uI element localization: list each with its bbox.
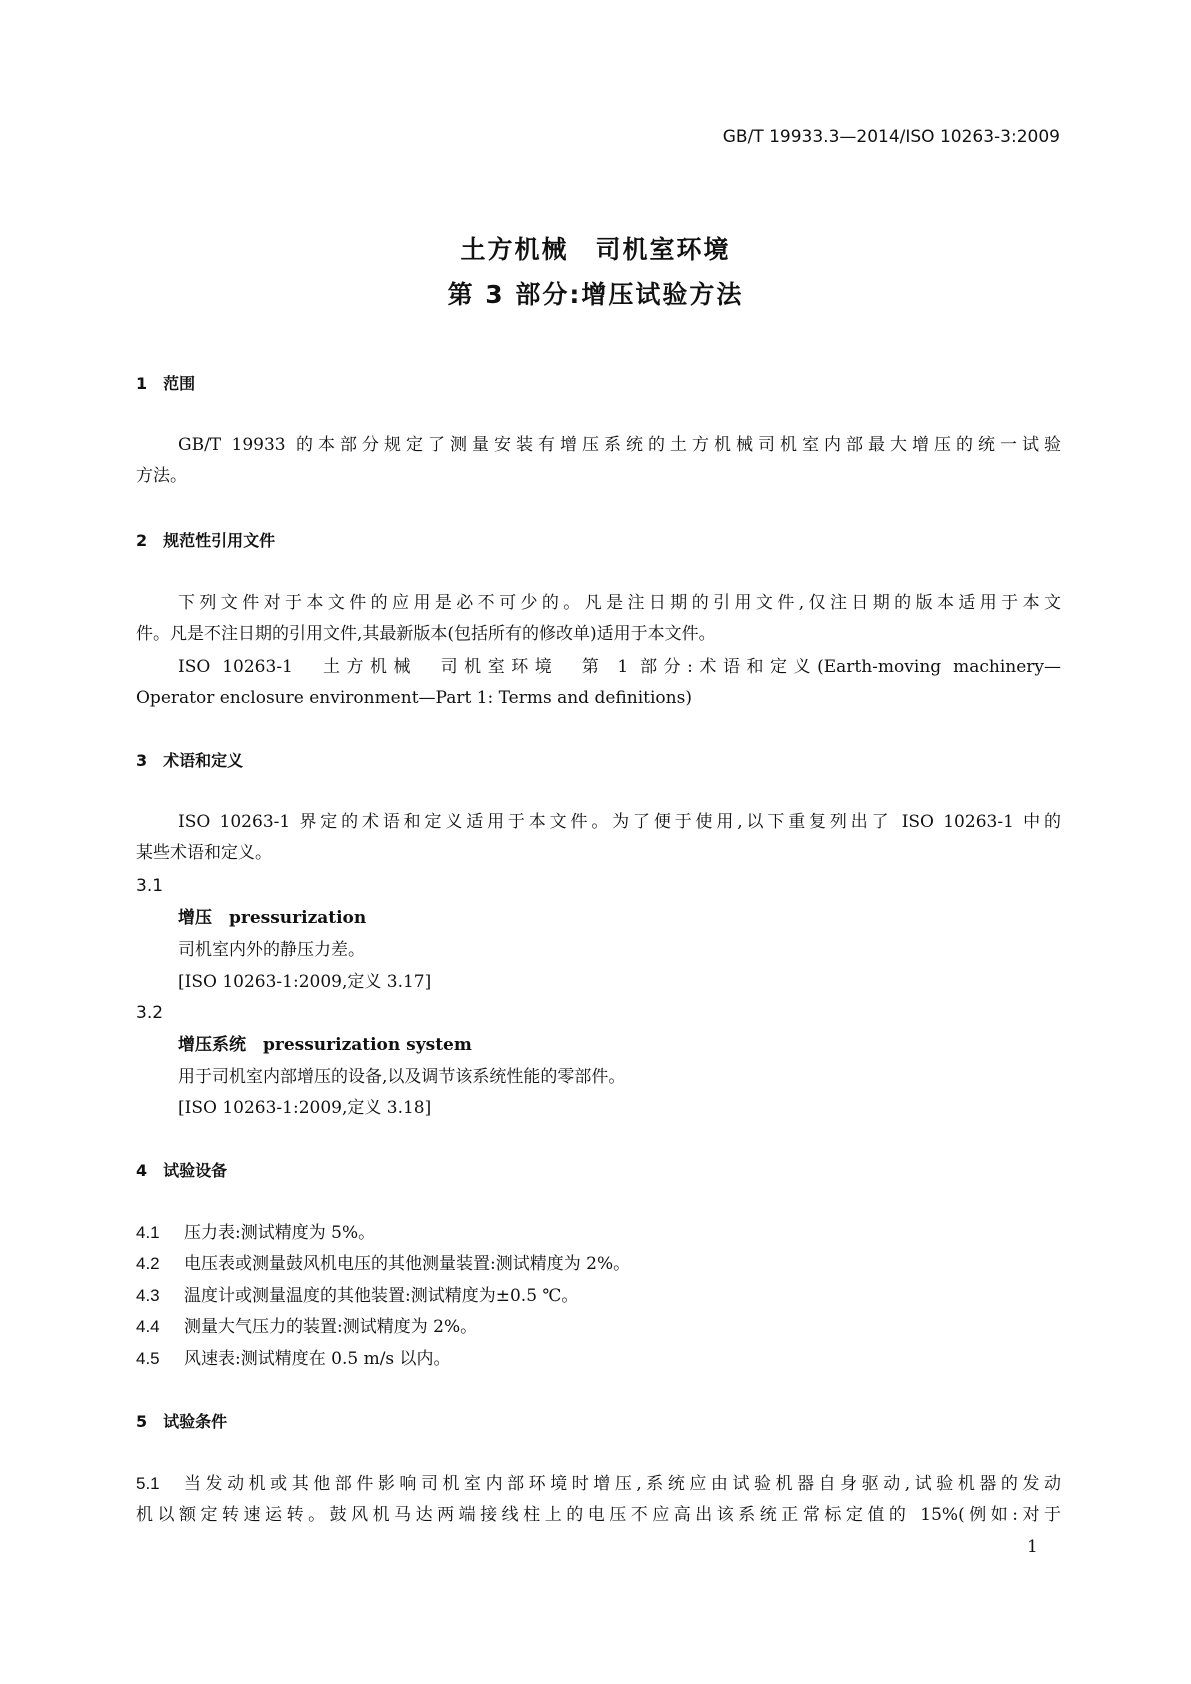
item-text: 风速表:测试精度在 0.5 m/s 以内。 — [184, 1349, 451, 1369]
term-number: 3.2 — [136, 1003, 164, 1023]
item-number: 4.4 — [136, 1317, 160, 1336]
item-number: 4.1 — [136, 1223, 160, 1242]
list-item — [136, 1221, 375, 1245]
paragraph-line: 某些术语和定义。 — [136, 843, 272, 863]
paragraph-line: 件。凡是不注日期的引用文件,其最新版本(包括所有的修改单)适用于本文件。 — [136, 624, 716, 644]
section-3-heading: 3 术语和定义 — [136, 751, 244, 770]
title-line-1: 土方机械 司机室环境 — [460, 235, 731, 264]
section-2-heading: 2 规范性引用文件 — [136, 531, 276, 550]
item-number: 4.2 — [136, 1254, 160, 1273]
list-item — [136, 1347, 451, 1371]
section-5-heading: 5 试验条件 — [136, 1412, 228, 1431]
document-header: GB/T 19933.3—2014/ISO 10263-3:2009 — [722, 127, 1060, 147]
clause-5-1-line — [136, 1472, 1061, 1496]
paragraph-line: 机以额定转速运转。鼓风机马达两端接线柱上的电压不应高出该系统正常标定值的 15%(例如:对于 — [136, 1505, 1061, 1525]
item-number: 4.3 — [136, 1286, 160, 1305]
term-source: [ISO 10263-1:2009,定义 3.18] — [178, 1098, 432, 1118]
list-item — [136, 1284, 578, 1308]
page-number: 1 — [1027, 1537, 1038, 1557]
paragraph-line: 方法。 — [136, 466, 187, 486]
item-text: 测量大气压力的装置:测试精度为 2%。 — [184, 1317, 478, 1337]
term-definition: 司机室内外的静压力差。 — [178, 940, 365, 960]
title-line-2: 第 3 部分:增压试验方法 — [447, 280, 744, 309]
item-number: 4.5 — [136, 1349, 160, 1368]
paragraph-line: 当发动机或其他部件影响司机室内部环境时增压,系统应由试验机器自身驱动,试验机器的发动 — [184, 1474, 1061, 1494]
list-item — [136, 1252, 630, 1276]
item-text: 电压表或测量鼓风机电压的其他测量装置:测试精度为 2%。 — [184, 1254, 631, 1274]
paragraph-line: 下列文件对于本文件的应用是必不可少的。凡是注日期的引用文件,仅注日期的版本适用于本文 — [178, 593, 1061, 613]
item-text: 压力表:测试精度为 5%。 — [184, 1223, 376, 1243]
item-text: 温度计或测量温度的其他装置:测试精度为±0.5 ℃。 — [184, 1286, 579, 1306]
term-definition: 用于司机室内部增压的设备,以及调节该系统性能的零部件。 — [178, 1067, 626, 1087]
section-1-heading: 1 范围 — [136, 374, 196, 393]
reference-line: ISO 10263-1 土方机械 司机室环境 第 1 部分:术语和定义(Earth-moving machinery— — [178, 657, 1061, 677]
paragraph-line: ISO 10263-1 界定的术语和定义适用于本文件。为了便于使用,以下重复列出了 ISO 10263-1 中的 — [178, 812, 1061, 832]
term: 增压系统 pressurization system — [178, 1035, 472, 1055]
reference-line: Operator enclosure environment—Part 1: Terms and definitions) — [136, 688, 692, 708]
list-item — [136, 1315, 477, 1339]
term-number: 3.1 — [136, 876, 164, 896]
clause-number: 5.1 — [136, 1474, 160, 1493]
section-4-heading: 4 试验设备 — [136, 1161, 228, 1180]
paragraph-line: GB/T 19933 的本部分规定了测量安装有增压系统的土方机械司机室内部最大增压的统一试验 — [178, 435, 1061, 455]
term: 增压 pressurization — [178, 908, 367, 928]
term-source: [ISO 10263-1:2009,定义 3.17] — [178, 972, 432, 992]
